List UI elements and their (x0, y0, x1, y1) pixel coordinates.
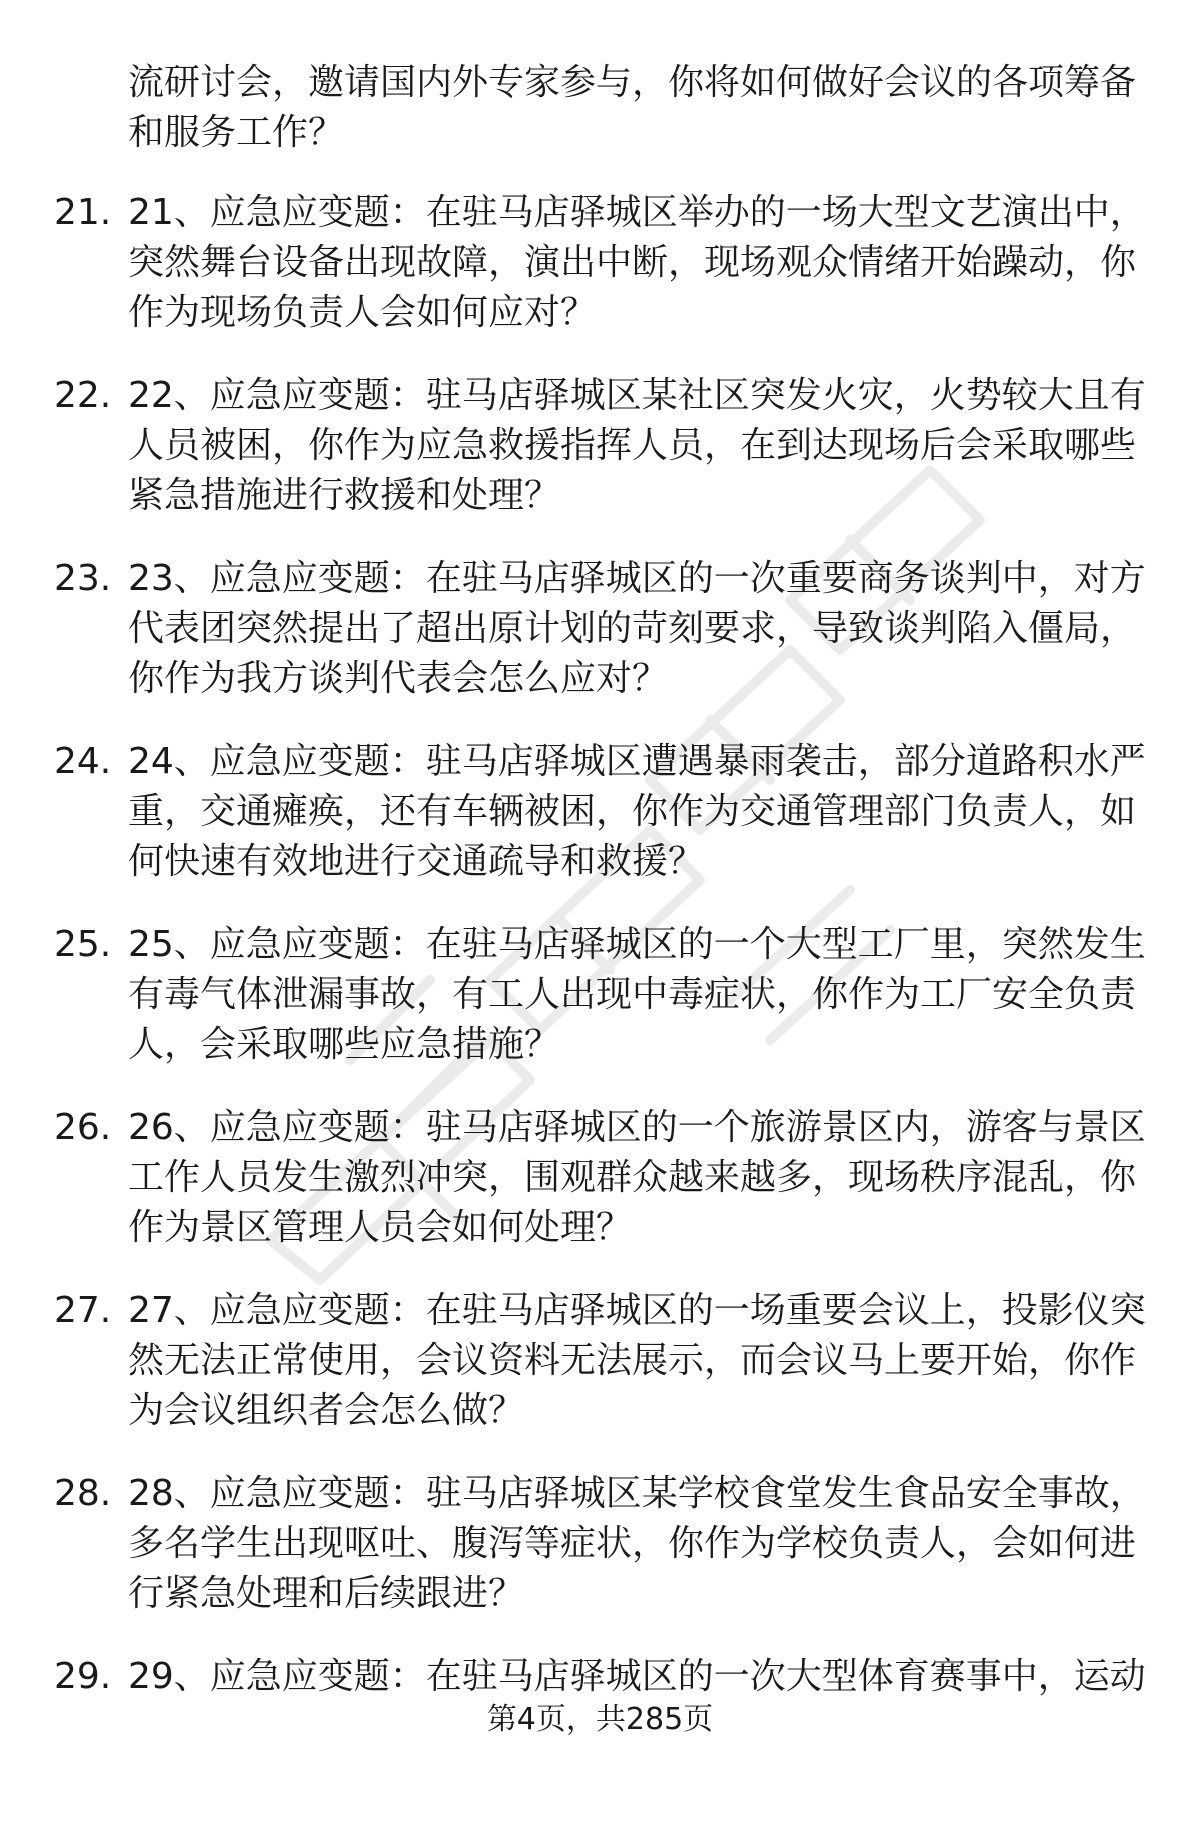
list-item (0, 371, 1200, 554)
page-footer: 第4页，共285页 (486, 1702, 714, 1737)
list-item (0, 1652, 1200, 1835)
list-item (0, 188, 1200, 371)
question-text: 27、应急应变题：在驻马店驿城区的一场重要会议上，投影仪突然无法正常使用，会议资料无法展示，而会议马上要开始，你作为会议组织者会怎么做？ (128, 1290, 1146, 1431)
question-text: 24、应急应变题：驻马店驿城区遭遇暴雨袭击，部分道路积水严重，交通瘫痪，还有车辆被困，你作为交通管理部门负责人，如何快速有效地进行交通疏导和救援？ (128, 741, 1146, 882)
list-item (0, 1286, 1200, 1469)
item-number: 23. (54, 558, 112, 599)
item-number: 22. (54, 375, 112, 416)
question-list (0, 188, 1200, 1835)
continuation-paragraph: 流研讨会，邀请国内外专家参与，你将如何做好会议的各项筹备和服务工作？ (128, 62, 1137, 153)
list-item (0, 1103, 1200, 1286)
item-number: 28. (54, 1473, 112, 1514)
item-number: 29. (54, 1656, 112, 1697)
question-text: 28、应急应变题：驻马店驿城区某学校食堂发生食品安全事故，多名学生出现呕吐、腹泻等症状，你作为学校负责人，会如何进行紧急处理和后续跟进？ (128, 1473, 1146, 1614)
list-item (0, 920, 1200, 1103)
item-number: 26. (54, 1107, 112, 1148)
question-text: 25、应急应变题：在驻马店驿城区的一个大型工厂里，突然发生有毒气体泄漏事故，有工人出现中毒症状，你作为工厂安全负责人，会采取哪些应急措施？ (128, 924, 1146, 1065)
question-text: 29、应急应变题：在驻马店驿城区的一次大型体育赛事中，运动 (128, 1656, 1146, 1697)
question-text: 23、应急应变题：在驻马店驿城区的一次重要商务谈判中，对方代表团突然提出了超出原计划的苛刻要求，导致谈判陷入僵局，你作为我方谈判代表会怎么应对？ (128, 558, 1146, 699)
item-number: 21. (54, 192, 112, 233)
list-item (0, 1469, 1200, 1652)
item-number: 25. (54, 924, 112, 965)
question-text: 22、应急应变题：驻马店驿城区某社区突发火灾，火势较大且有人员被困，你作为应急救援指挥人员，在到达现场后会采取哪些紧急措施进行救援和处理？ (128, 375, 1146, 516)
question-text: 26、应急应变题：驻马店驿城区的一个旅游景区内，游客与景区工作人员发生激烈冲突，围观群众越来越多，现场秩序混乱，你作为景区管理人员会如何处理？ (128, 1107, 1146, 1248)
question-text: 21、应急应变题：在驻马店驿城区举办的一场大型文艺演出中，突然舞台设备出现故障，演出中断，现场观众情绪开始躁动，你作为现场负责人会如何应对？ (128, 192, 1146, 333)
item-number: 24. (54, 741, 112, 782)
list-item (0, 554, 1200, 737)
item-number: 27. (54, 1290, 112, 1331)
list-item (0, 737, 1200, 920)
